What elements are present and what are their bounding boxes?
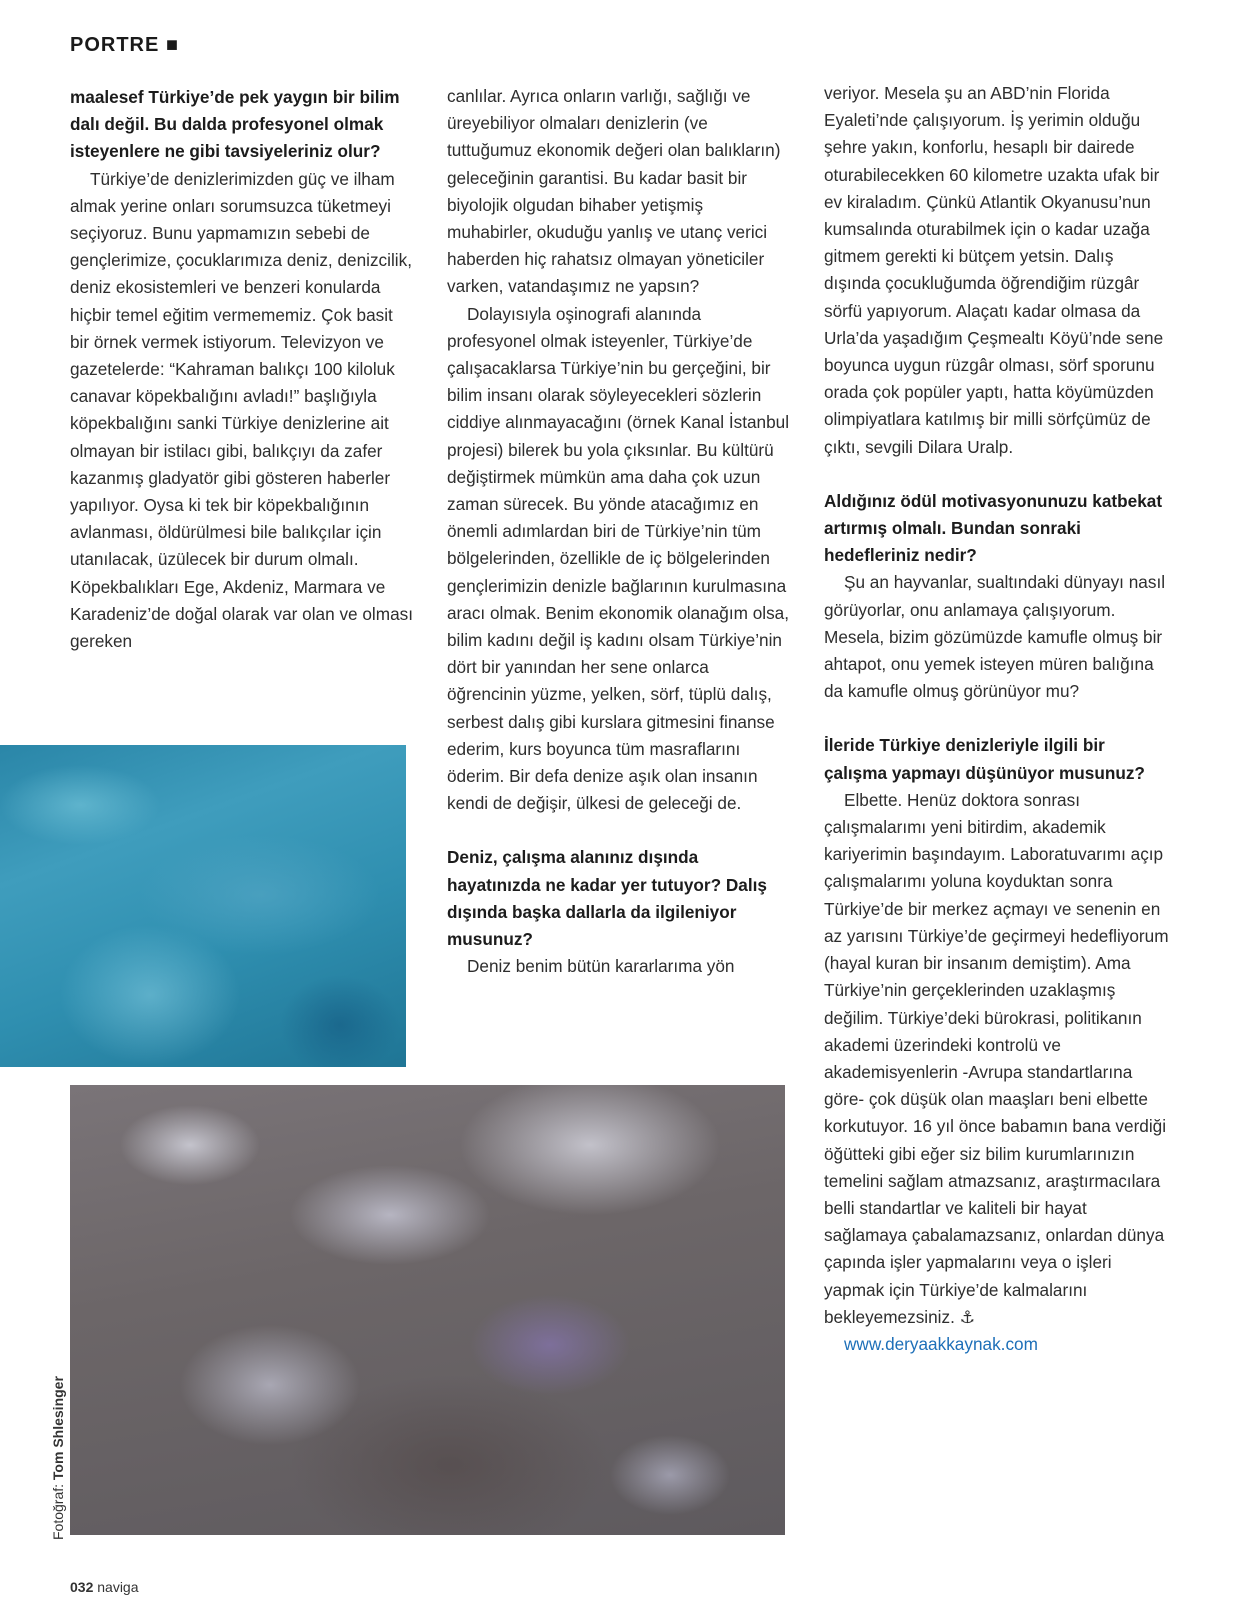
underwater-photo-reef bbox=[70, 1085, 785, 1535]
question-2: Deniz, çalışma alanınız dışında hayatınızda ne kadar yer tutuyor? Dalış dışında başka dallarla da ilgileniyor musunuz? bbox=[447, 847, 767, 950]
underwater-photo-blue bbox=[0, 745, 406, 1067]
column-1 bbox=[70, 84, 415, 655]
photo-credit-name: Tom Shlesinger bbox=[50, 1376, 66, 1481]
answer-paragraph: Türkiye’de denizlerimizden güç ve ilham almak yerine onları sorumsuzca tüketmeyi seçiyoruz. Bunu yapmamızın sebebi de gençlerimize, çocuklarımıza deniz, denizcilik, deniz ekosistemleri ve benzeri konularda hiçbir temel eğitim vermememiz. Çok basit bir örnek vermek istiyorum. Televizyon ve gazetelerde: “Kahraman balıkçı 100 kiloluk canavar köpekbalığını avladı!” başlığıyla köpekbalığını sanki Türkiye denizlerine ait olmayan bir istilacı gibi, balıkçıyı da zafer kazanmış gladyatör gibi gösteren haberler yapılıyor. Oysa ki tek bir köpekbalığının avlanması, öldürülmesi bile balıkçılar için utanılacak, üzülecek bir durum olmalı. Köpekbalıkları Ege, Akdeniz, Marmara ve Karadeniz’de doğal olarak var olan ve olması gereken bbox=[70, 168, 413, 652]
answer-paragraph: Dolayısıyla oşinografi alanında profesyonel olmak isteyenler, Türkiye’de çalışacaklarsa Türkiye’nin bu gerçeğini, bir bilim insanı olarak söyleyecekleri sözlerin ciddiye alınmayacağını (örnek Kanal İstanbul projesi) bilerek bu yola çıksınlar. Bu kültürü değiştirmek mümkün ama daha çok uzun zaman sürecek. Bu yönde atacağımız en önemli adımlardan biri de Türkiye’nin tüm bölgelerinden, özellikle de iç bölgelerinden gençlerimizin denizle bağlarının kurulmasına aracı olmak. Benim ekonomik olanağım olsa, bilim kadını değil iş kadını olsam Türkiye’nin dört bir yanından her sene onlarca öğrencinin yüzme, yelken, sörf, tüplü dalış, serbest dalış gibi kurslara gitmesini finanse ederim, kurs boyunca tüm masraflarını öderim. Bir defa denize aşık olan insanın kendi de değişir, ülkesi de geleceği de. bbox=[447, 303, 790, 814]
page-number: 032 bbox=[70, 1579, 94, 1595]
page-footer bbox=[70, 1579, 139, 1595]
answer-paragraph: veriyor. Mesela şu an ABD’nin Florida Eyaleti’nde çalışıyorum. İş yerimin olduğu şehre yakın, konforlu, hesaplı bir dairede oturabilecekken 60 kilometre uzakta ufak bir ev kiraladım. Çünkü Atlantik Okyanusu’nun kumsalında oturabilmek için o kadar uzağa gitmem gerekti ki bütçem yetsin. Dalış dışında çocukluğumda öğrendiğim rüzgâr sörfü yapıyorum. Alaçatı kadar olmasa da Urla’da yaşadığım Çeşmealtı Köyü’nde sene boyunca uygun rüzgâr olması, sörf sporunu orada çok popüler yaptı, hatta köyümüzden olimpiyatlara katılmış bir milli sörfçümüz de çıktı, sevgili Dilara Uralp. bbox=[824, 83, 1164, 457]
answer-paragraph: Şu an hayvanlar, sualtındaki dünyayı nasıl görüyorlar, onu anlamaya çalışıyorum. Mesela, bizim gözümüzde kamufle olmuş bir ahtapot, onu yemek isteyen müren balığına da kamufle olmuş görünüyor mu? bbox=[824, 572, 1166, 702]
photo-credit-label: Fotoğraf: bbox=[50, 1483, 66, 1540]
section-label: PORTRE ■ bbox=[70, 34, 179, 56]
column-2 bbox=[447, 83, 792, 981]
question-4: İleride Türkiye denizleriyle ilgili bir çalışma yapmayı düşünüyor musunuz? bbox=[824, 735, 1145, 783]
answer-paragraph: Elbette. Henüz doktora sonrası çalışmalarımı yeni bitirdim, akademik kariyerimin başındayım. Laboratuvarımı açıp çalışmalarımı yoluna koyduktan sonra Türkiye’de bir merkez açmayı ve senenin en az yarısını Türkiye’de geçirmeyi hedefliyorum (hayal kuran bir insanım demiştim). Ama Türkiye’nin gerçeklerinden uzaklaşmış değilim. Türkiye’deki bürokrasi, politikanın akademi üzerindeki kontrolü ve akademisyenlerin -Avrupa standartlarına göre- çok düşük olan maaşları beni elbette korkutuyor. 16 yıl önce babamın bana verdiği öğütteki gibi eğer siz bilim kurumlarınızın temelini sağlam atmazsanız, araştırmacılara belli standartlar ve kaliteli bir hayat sağlamaya çabalamazsanız, onlardan dünya çapında işler yapmalarını veya o işleri yapmak için Türkiye’de kalmalarını bekleyemezsiniz. ⚓ bbox=[824, 789, 1169, 1327]
answer-paragraph: Deniz benim bütün kararlarıma yön bbox=[467, 956, 735, 977]
column-3 bbox=[824, 80, 1169, 1358]
photo-credit bbox=[50, 1350, 72, 1540]
answer-paragraph: canlılar. Ayrıca onların varlığı, sağlığı ve üreyebiliyor olmaları denizlerin (ve tuttuğumuz ekonomik değeri olan balıkların) geleceğinin garantisi. Bu kadar basit bir biyolojik olgudan bihaber yetişmiş muhabirler, okuduğu yanlış ve utanç verici haberden hiç rahatsız olmayan yöneticiler varken, vatandaşımız ne yapsın? bbox=[447, 86, 781, 297]
magazine-name: naviga bbox=[97, 1579, 139, 1595]
website-link[interactable]: www.deryaakkaynak.com bbox=[844, 1333, 1038, 1354]
question-1: maalesef Türkiye’de pek yaygın bir bilim dalı değil. Bu dalda profesyonel olmak isteyenlere ne gibi tavsiyeleriniz olur? bbox=[70, 87, 400, 162]
question-3: Aldığınız ödül motivasyonunuzu katbekat artırmış olmalı. Bundan sonraki hedefleriniz nedir? bbox=[824, 490, 1163, 566]
